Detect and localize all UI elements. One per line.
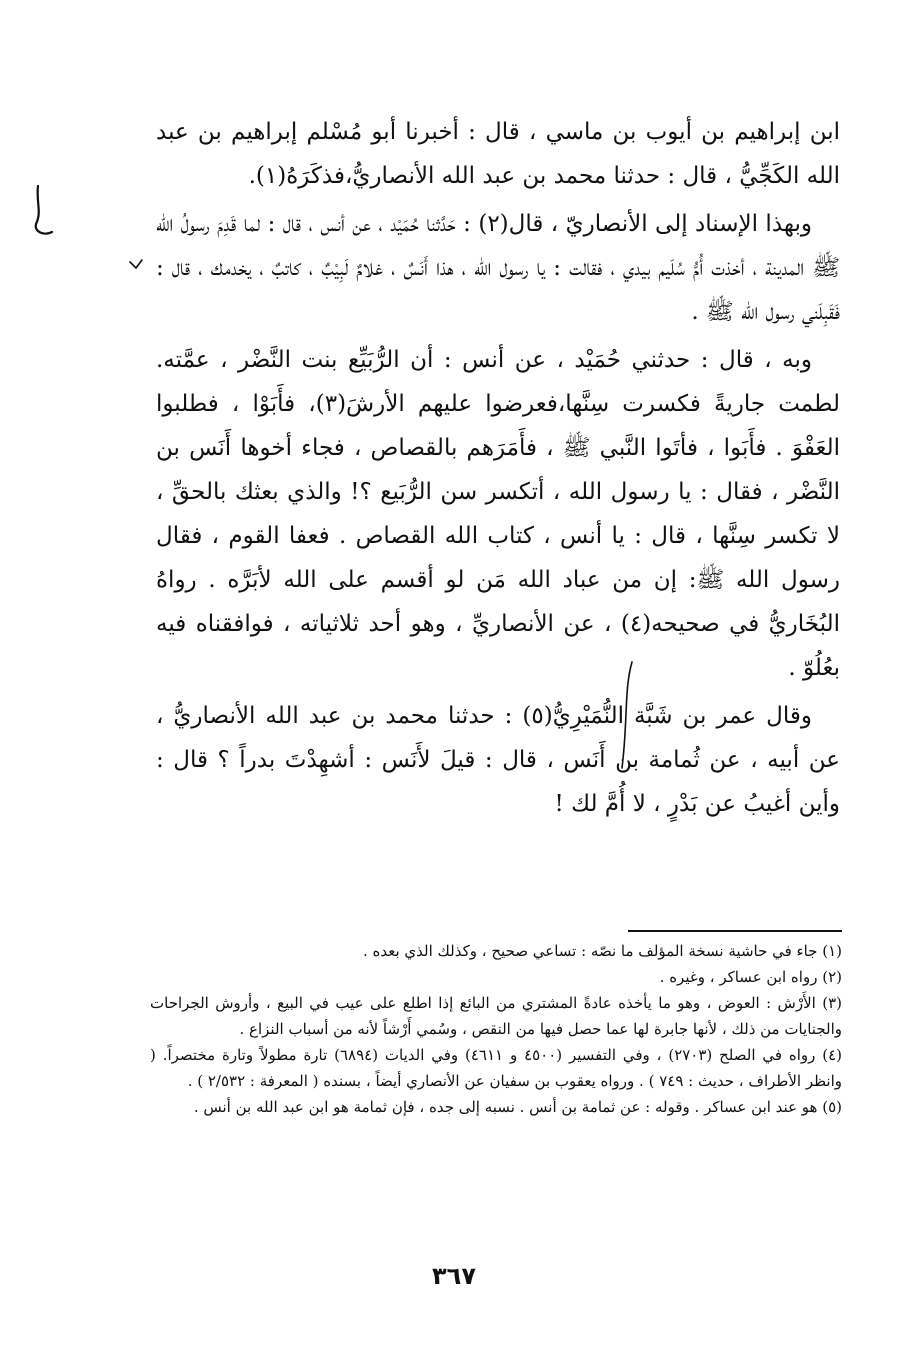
footnote-5: (٥) هو عند ابن عساكر . وقوله : عن ثمامة بن أنس . نسبه إلى جده ، فإن ثمامة هو ابن عبد الله بن أنس . (193, 1098, 842, 1116)
footnote-separator (628, 930, 842, 932)
footnote-1: (١) جاء في حاشية نسخة المؤلف ما نصّه : تساعي صحيح ، وكذلك الذي بعده . (362, 942, 842, 960)
footnotes (150, 938, 842, 1120)
paragraph-2: وبهذا الإسناد إلى الأنصاريّ ، قال(٢) : حَدَّثنا حُمَيْد ، عن أنس ، قال : لما قَدِمَ رسولُ الله ﷺ المدينة ، أخذت أُمُّ سُلَيم بيدي ، فقالت : يا رسول الله ، هذا أَنَسٌ ، غلامٌ لَبِيْبٌ ، كاتبٌ ، يخدمك ، قال : فَقَبِلَني رسول الله ﷺ . (156, 211, 840, 325)
margin-tick-mark (128, 258, 144, 272)
margin-handwritten-mark (28, 182, 58, 242)
footnote-3: (٣) الأَرْش : العوض ، وهو ما يأخذه عادةً المشتري من البائع إذا اطلع على عيب في البيع ، وأروش الجراحات والجنايات من ذلك ، لأنها جابرة لها عما حصل فيها من النقص ، وسُمي أَرْشاً لأنه من أسباب النزاع . (150, 994, 842, 1038)
paragraph-3: وبه ، قال : حدثني حُمَيْد ، عن أنس : أن الرُّبَيِّع بنت النَّضْر ، عمَّته. لطمت جاريةً فكسرت سِنَّها،فعرضوا عليهم الأرشَ(٣)، فأَبَوْا ، فطلبوا العَفْوَ . فأَبَوا ، فأتَوا النَّبي ﷺ ، فأَمَرَهم بالقصاص ، فجاء أخوها أَنَس بن النَّضْر ، فقال : يا رسول الله ، أتكسر سن الرُّبَيع ؟! والذي بعثك بالحقِّ ، لا تكسر سِنَّها ، قال : يا أنس ، كتاب الله القصاص . فعفا القوم ، فقال رسول الله ﷺ: إن من عباد الله مَن لو أقسم على الله لأبَرَّه . رواهُ البُخَاريُّ في صحيحه(٤) ، عن الأنصاريِّ ، وهو أحد ثلاثياته ، فوافقناه فيه بعُلُوّ . (156, 347, 840, 681)
footnote-2: (٢) رواه ابن عساكر ، وغيره . (659, 968, 842, 986)
paragraph-4: وقال عمر بن شَبَّة النُّمَيْرِيُّ(٥) : حدثنا محمد بن عبد الله الأنصاريُّ ، عن أبيه ، عن ثُمامة بن أَنَس ، قال : قيلَ لأَنَس : أشهِدْتَ بدراً ؟ قال : وأين أغيبُ عن بَدْرٍ ، لا أُمَّ لك ! (156, 703, 840, 817)
footnote-4: (٤) رواه في الصلح (٢٧٠٣) ، وفي التفسير (٤٥٠٠ و ٤٦١١) وفي الديات (٦٨٩٤) تارة مطولاً وتارة مختصراً. ( وانظر الأطراف ، حديث : ٧٤٩ ) . ورواه يعقوب بن سفيان عن الأنصاري أيضاً ، بسنده ( المعرفة : ٢/٥٣٢ ) . (150, 1046, 843, 1090)
page-number: ٣٦٧ (432, 1262, 476, 1290)
paragraph-1: ابن إبراهيم بن أيوب بن ماسي ، قال : أخبرنا أبو مُسْلم إبراهيم بن عبد الله الكَجِّيُّ ، قال : حدثنا محمد بن عبد الله الأنصاريُّ،فذكَرَهُ(١). (156, 119, 840, 189)
main-text (156, 110, 840, 826)
